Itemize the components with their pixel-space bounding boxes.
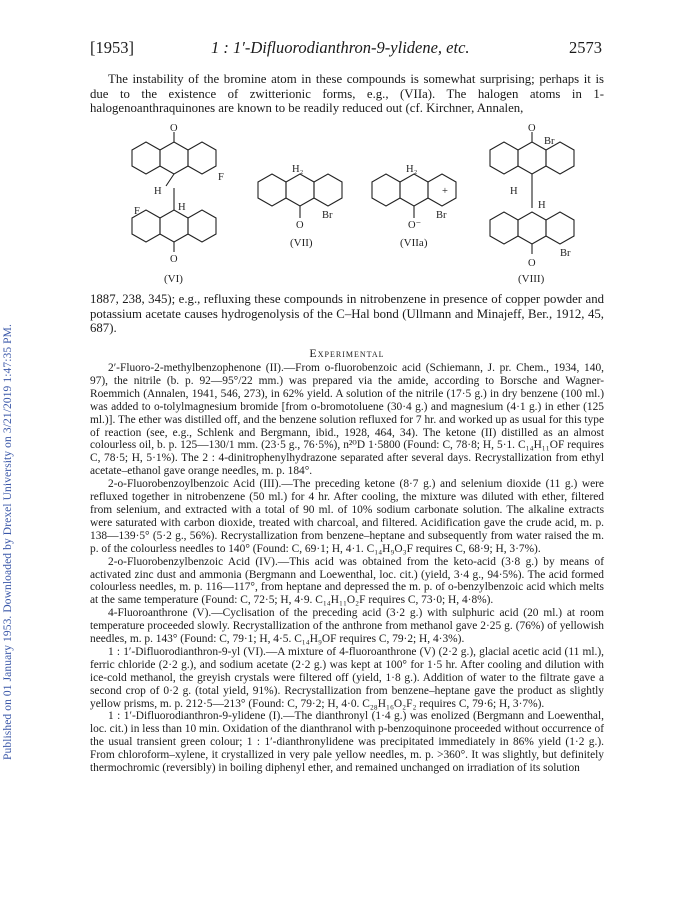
experimental-section (90, 362, 604, 775)
atom-br: Br (544, 136, 555, 147)
atom-plus: + (442, 186, 448, 197)
running-header (90, 38, 602, 60)
intro-paragraph: The instability of the bromine atom in these compounds is somewhat surprising; perhaps it is due to the existence of zwitterionic forms, e.g., (VIIa). The halogen atoms in 1-halogenoanthraquinones are known to be readily reduced out (cf. Kirchner, Annalen, (90, 72, 604, 116)
paragraph-iv: 2-o-Fluorobenzylbenzoic Acid (IV).—This acid was obtained from the keto-acid (3·8 g.) by means of activated zinc dust and ammonia (Bergmann and Loewenthal, loc. cit.) (yield, 3·4 g., 94·5%). The acid formed colourless needles, m. p. 116—117°, from heptane and depressed the m. p. of o-benzylbenzoic acid which melts at the same temperature (Found: C, 72·5; H, 4·9. C₁₄H₁₁O₂F requires C, 73·0; H, 4·8%). (90, 555, 604, 607)
header-title: 1 : 1′-Difluorodianthron-9-ylidene, etc. (211, 38, 470, 57)
atom-o: O (296, 220, 304, 231)
atom-br: Br (322, 210, 333, 221)
paragraph-vi: 1 : 1′-Difluorodianthron-9-yl (VI).—A mixture of 4-fluoroanthrone (V) (2·2 g.), glacial acetic acid (11 ml.), ferric chloride (2·2 g.), and sodium acetate (2·2 g.) was kept at 100° for 1·5 hr. After cooling and dilution with ice-cold methanol, the greyish crystals were filtered off (yield, 1·8 g.). Addition of water to the filtrate gave a second crop of 0·2 g. (total yield, 91%). Recrystallization from benzene–heptane gave the product as slightly yellow prisms, m. p. 212·5—213° (Found: C, 79·2; H, 4·0. C₂₈H₁₆O₂F₂ requires C, 79·6; H, 3·7%). (90, 645, 604, 710)
atom-o: O (528, 258, 536, 269)
atom-f: F (218, 172, 224, 183)
atom-h2: H₂ (406, 164, 418, 175)
atom-br: Br (436, 210, 447, 221)
atom-h: H (178, 202, 186, 213)
paragraph-i: 1 : 1′-Difluorodianthron-9-ylidene (I).—The dianthronyl (1·4 g.) was enolized (Bergmann and Loewenthal, loc. cit.) in less than 10 min. Oxidation of the dianthranol with p-benzoquinone proceeded without occurrence of the usual transient green colour; 1 : 1′-dianthronylidene was precipitated immediately in 86% yield (1·2 g.). From chloroform–xylene, it crystallized in very pale yellow needles, m. p. >360°. It was slightly, but definitely thermochromic (reversibly) in boiling diphenyl ether, and remained unchanged on irradiation of its solution (90, 710, 604, 775)
atom-o: O (528, 123, 536, 134)
atom-h: H (154, 186, 162, 197)
atom-ominus: O⁻ (408, 220, 422, 231)
compound-label-viii: (VIII) (518, 273, 545, 285)
atom-o: O (170, 254, 178, 265)
atom-h: H (538, 200, 546, 211)
continued-paragraph: 1887, 238, 345); e.g., refluxing these compounds in nitrobenzene in presence of copper powder and potassium acetate causes hydrogenolysis of the C–Hal bond (Ullmann and Minajeff, Ber., 1912, 45, 687). (90, 292, 604, 336)
download-stamp[interactable] (0, 110, 20, 760)
atom-br: Br (560, 248, 571, 259)
atom-o: O (170, 123, 178, 134)
compound-label-vi: (VI) (164, 273, 183, 285)
atom-f: F (134, 206, 140, 217)
atom-h2: H₂ (292, 164, 304, 175)
section-heading: Experimental (309, 346, 385, 360)
chemical-structures-figure (120, 122, 620, 290)
paragraph-ii: 2′-Fluoro-2-methylbenzophenone (II).—From o-fluorobenzoic acid (Schiemann, J. pr. Chem., 1934, 140, 97), the nitrile (b. p. 92—95°/22 mm.) was prepared via the amide, according to Borsche and Wagner-Roemmich (Annalen, 1941, 546, 273), in 62% yield. A solution of the nitrile (17·5 g.) in dry benzene (100 ml.) was added to o-tolylmagnesium bromide [from o-bromotoluene (30·4 g.) and magnesium (4·1 g.) in ether (125 ml.)]. The ether was distilled off, and the benzene solution refluxed for 7 hr. and worked up as usual for this type of reaction (see, e.g., Schlenk and Bergmann, ibid., 1928, 464, 34). The ketone (II) distilled as an almost colourless oil, b. p. 125—130/1 mm. (23·5 g., 76·5%), n²⁰D 1·5800 (Found: C, 78·8; H, 5·1. C₁₄H₁₁OF requires C, 78·5; H, 5·1%). The 2 : 4-dinitrophenylhydrazone separated after several days. Recrystallization from ethyl acetate–ethanol gave orange needles, m. p. 184°. (90, 362, 604, 478)
paragraph-v: 4-Fluoroanthrone (V).—Cyclisation of the preceding acid (3·2 g.) with sulphuric acid (20 ml.) at room temperature proceeded slowly. Recrystallization of the anthrone from methanol gave 2·25 g. (76%) of yellowish needles, m. p. 143° (Found: C, 79·1; H, 4·5. C₁₄H₉OF requires C, 79·2; H, 4·3%). (90, 607, 604, 646)
paragraph-iii: 2-o-Fluorobenzoylbenzoic Acid (III).—The preceding ketone (8·7 g.) and selenium dioxide (11 g.) were refluxed together in nitrobenzene (50 ml.) for 4 hr. After cooling, the mixture was diluted with ether, filtered from selenium, and extracted with a total of 90 ml. of 10% sodium carbonate solution. The alkaline extracts were saturated with carbon dioxide, treated with charcoal, and filtered. Acidification gave the crude acid, m. p. 138—139·5° (5·2 g., 56%). Recrystallization from benzene–heptane and subsequently from water raised the m. p. of the colourless needles to 140° (Found: C, 69·1; H, 4·1. C₁₄H₉O₃F requires C, 68·9; H, 3·7%). (90, 478, 604, 555)
header-year: [1953] (90, 38, 134, 57)
download-stamp-text: Published on 01 January 1953. Downloaded by Drexel University on 3/21/2019 1:47:35 PM. (2, 324, 14, 760)
page-number: 2573 (569, 38, 602, 57)
atom-h: H (510, 186, 518, 197)
compound-label-viia: (VIIa) (400, 237, 428, 249)
compound-label-vii: (VII) (290, 237, 313, 249)
